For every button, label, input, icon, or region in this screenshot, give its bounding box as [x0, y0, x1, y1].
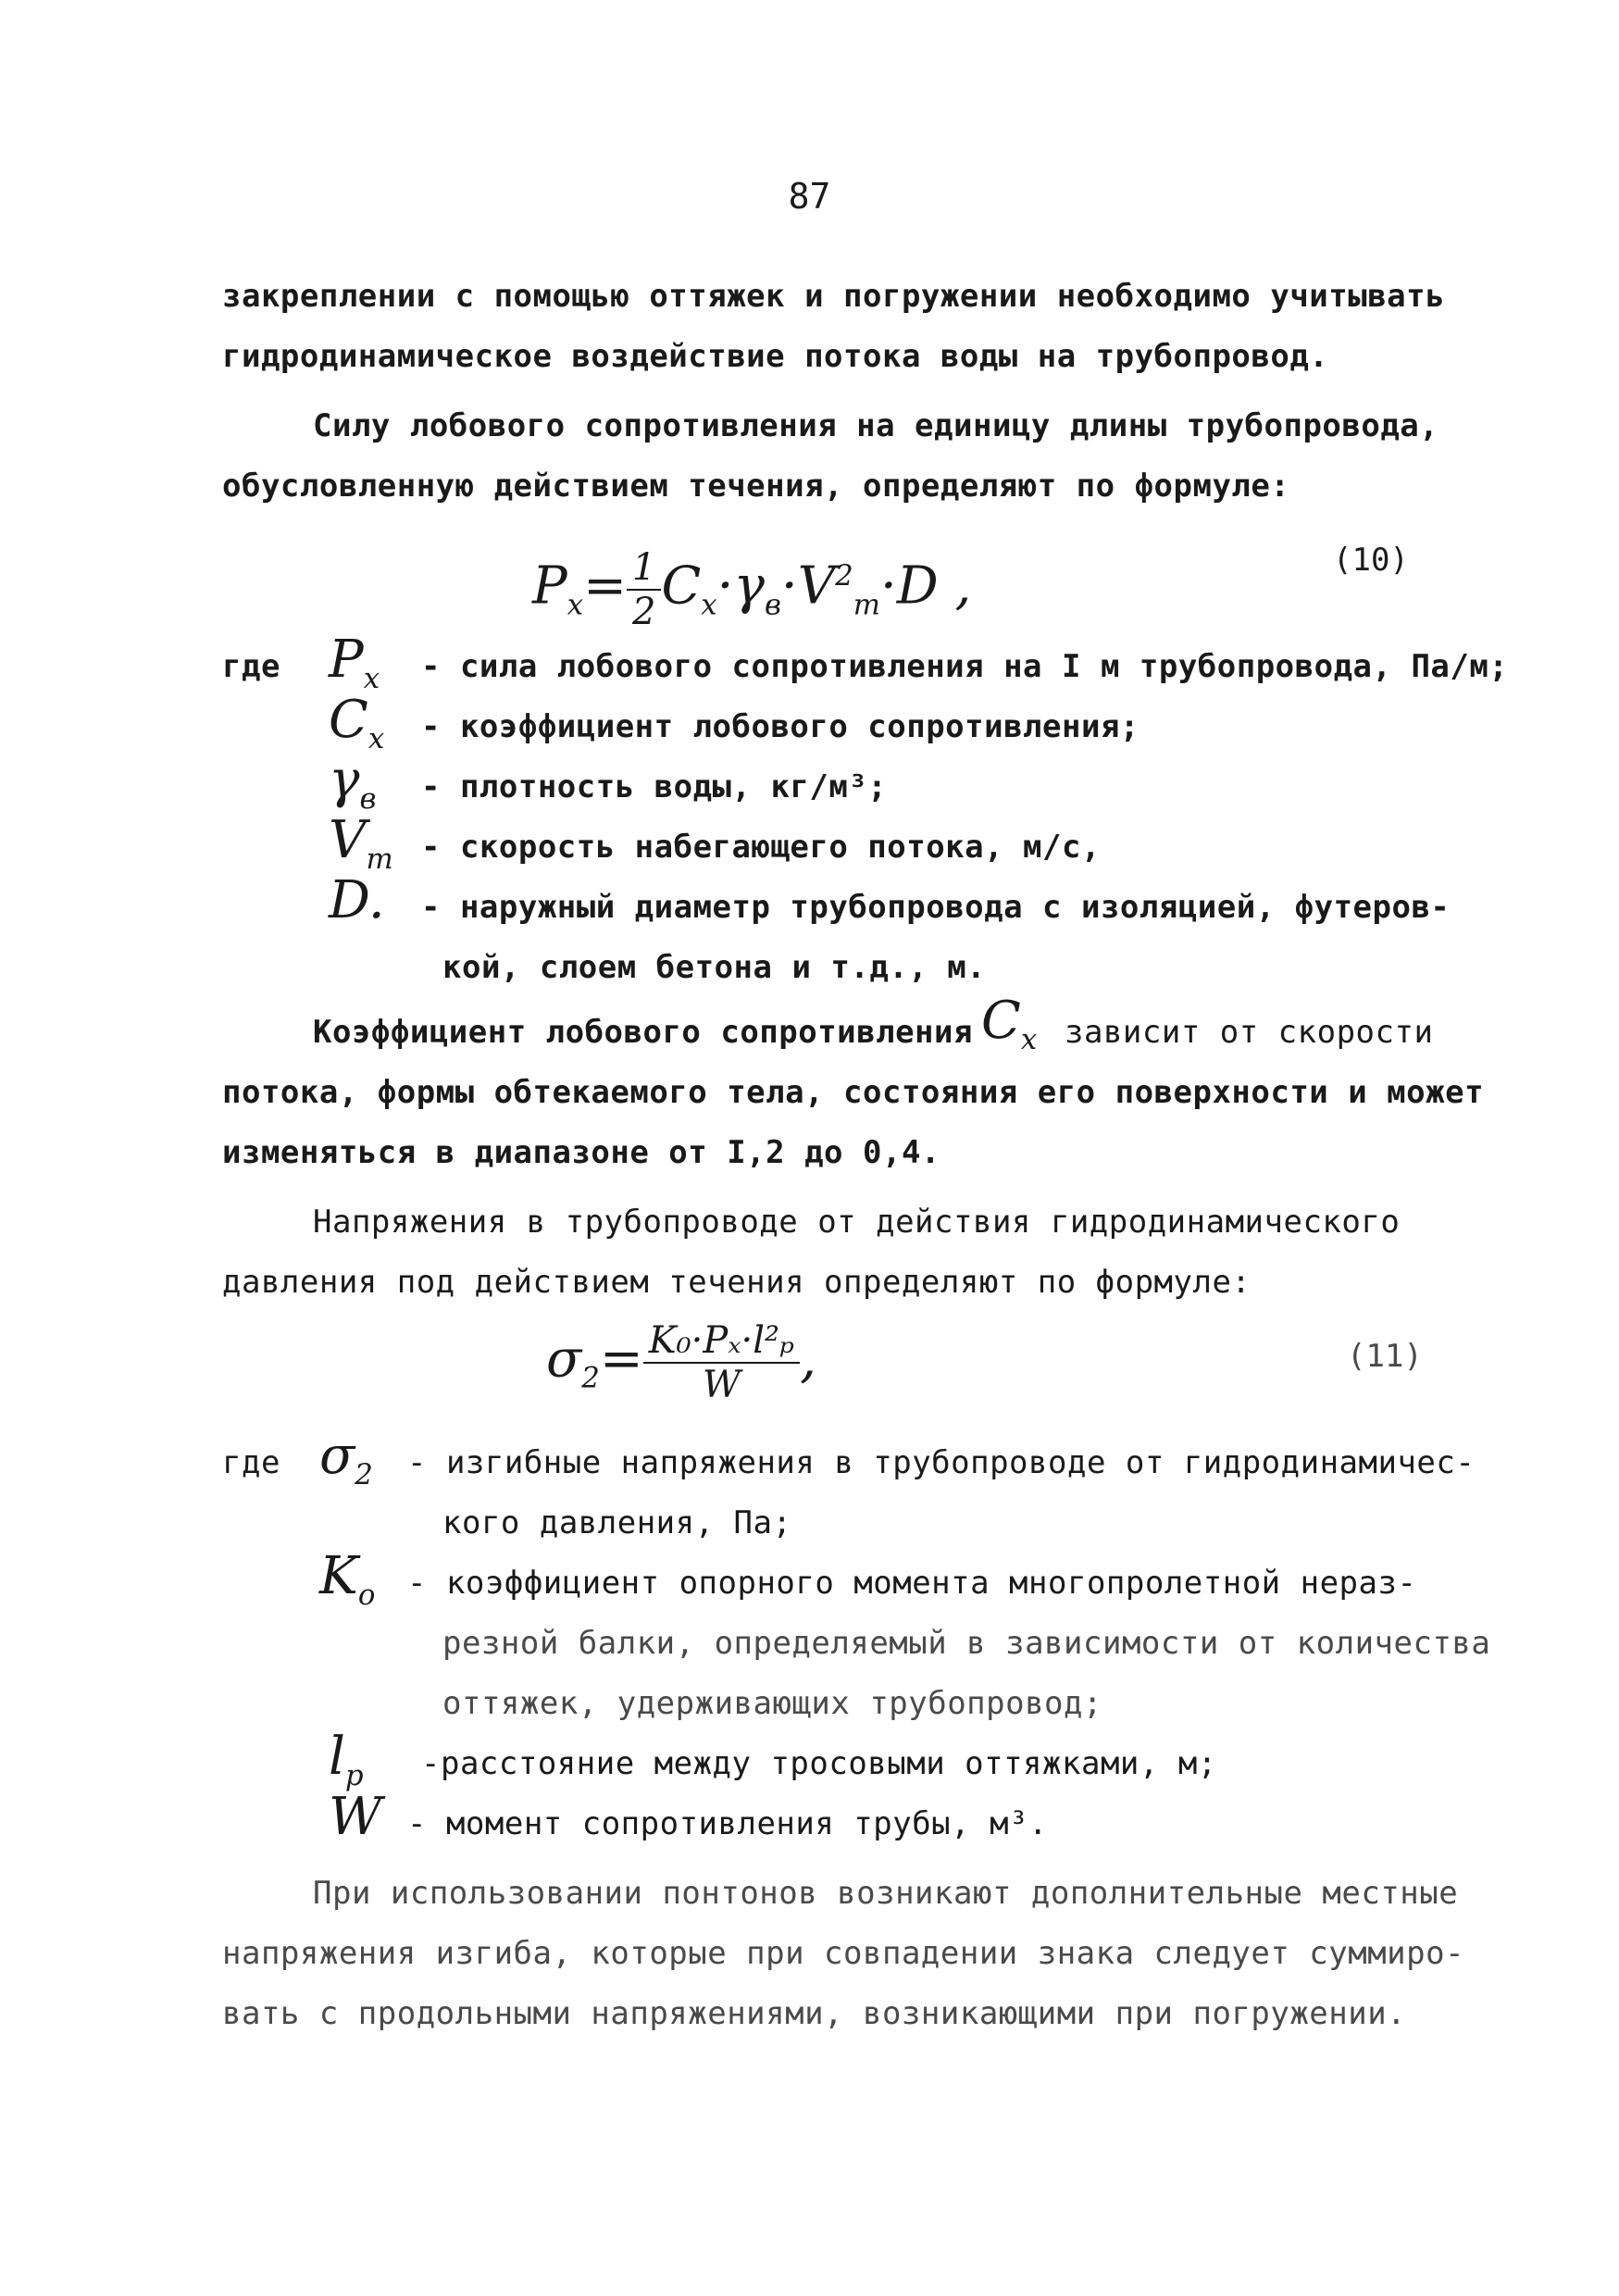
where1-symbol-px: $P_x$ [329, 630, 380, 696]
where2-symbol-w: W [329, 1787, 382, 1847]
formula-10 [532, 546, 971, 633]
where2-text-sigma: - изгибные напряжения в трубопроводе от гидродинамичес- [407, 1444, 1476, 1481]
formula11-lhs: σ [546, 1329, 582, 1390]
where2-symbol-sigma: $\sigma_2$ [319, 1426, 373, 1492]
where2-label: где [222, 1444, 280, 1481]
paragraph5-line1: При использовании понтонов возникают дополнительные местные [313, 1875, 1459, 1912]
formula11-tail: , [800, 1329, 816, 1390]
paragraph5-line2: напряжения изгиба, которые при совпадении знака следует суммиро- [222, 1935, 1465, 1972]
paragraph5-line3: вать с продольными напряжениями, возникающими при погружении. [222, 1995, 1407, 2032]
paragraph4-line2: давления под действием течения определяют по формуле: [222, 1264, 1252, 1301]
formula10-number: (10) [1333, 542, 1409, 579]
paragraph1-line2: гидродинамическое воздействие потока воды на трубопровод. [222, 338, 1329, 375]
formula11-den: W [702, 1364, 741, 1406]
where1-symbol-gamma: $\gamma_в$ [329, 750, 377, 817]
formula10-lhs-sub: x [567, 588, 584, 622]
where2-text-lp: -расстояние между тросовыми оттяжками, м; [421, 1745, 1217, 1782]
paragraph4-line1: Напряжения в трубопроводе от действия гидродинамического [313, 1204, 1401, 1241]
where2-symbol-lp: $l_p$ [329, 1727, 364, 1793]
formula10-term-c: ·V [780, 555, 836, 617]
formula10-term-d: ·D , [879, 555, 972, 617]
paragraph3-line1b: зависит от скорости [1065, 1014, 1434, 1051]
formula10-num: 1 [627, 546, 661, 591]
where2-cont2a: резной балки, определяемый в зависимости от количества [442, 1625, 1491, 1662]
formula11-number: (11) [1347, 1338, 1423, 1375]
where2-text-k0: - коэффициент опорного момента многопролетной нераз- [407, 1565, 1417, 1602]
where2-symbol-k0: $K_o$ [319, 1546, 376, 1613]
formula11-fraction [643, 1319, 800, 1406]
formula11-lhs-sub: 2 [581, 1361, 600, 1395]
formula10-term-b: ·γ [716, 555, 765, 617]
where1-text-cx: - коэффициент лобового сопротивления; [421, 708, 1140, 745]
paragraph2-line2: обусловленную действием течения, определяют по формуле: [222, 468, 1290, 505]
paragraph3-line1a: Коэффициент лобового сопротивления [313, 1014, 973, 1051]
formula10-eq: = [583, 555, 627, 617]
formula10-fraction [627, 546, 661, 633]
formula10-term-c-sup: 2 [835, 558, 853, 593]
where1-symbol-d: D. [329, 870, 385, 930]
where1-text-d: - наружный диаметр трубопровода с изоляцией, футеров- [421, 889, 1451, 926]
paragraph1-line1: закреплении с помощью оттяжек и погружении необходимо учитывать [222, 278, 1446, 315]
where1-text-gamma: - плотность воды, кг/м³; [421, 768, 888, 805]
formula10-term-c-sub: т [853, 588, 880, 622]
where1-symbol-vt: $V_т$ [329, 810, 393, 877]
where1-continuation: кой, слоем бетона и т.д., м. [442, 949, 987, 986]
formula10-den: 2 [631, 591, 656, 633]
formula10-term-b-sub: в [764, 588, 781, 622]
paragraph3-line3: изменяться в диапазоне от I,2 до 0,4. [222, 1134, 940, 1171]
formula10-term-a: C [661, 555, 702, 617]
formula11-eq: = [599, 1329, 643, 1390]
formula11-num: K₀·Pₓ·l²ₚ [643, 1319, 800, 1364]
page-number: 87 [788, 176, 831, 217]
where2-text-w: - момент сопротивления трубы, м³. [407, 1805, 1049, 1842]
formula10-lhs: P [532, 555, 567, 617]
where1-text-px: - сила лобового сопротивления на I м трубопровода, Па/м; [421, 648, 1509, 685]
paragraph2-line1: Силу лобового сопротивления на единицу длины трубопровода, [313, 407, 1439, 444]
paragraph3-symbol-cx: $C_x$ [981, 991, 1038, 1057]
where1-text-vt: - скорость набегающего потока, м/с, [421, 829, 1101, 866]
formula10-term-a-sub: x [701, 588, 717, 622]
where2-cont2b: оттяжек, удерживающих трубопровод; [442, 1685, 1102, 1722]
paragraph3-line2: потока, формы обтекаемого тела, состояния его поверхности и может [222, 1074, 1485, 1111]
where1-label: где [222, 648, 280, 685]
where2-cont1: кого давления, Па; [442, 1504, 792, 1541]
formula-11 [546, 1319, 816, 1406]
where1-symbol-cx: $C_x$ [329, 690, 385, 756]
